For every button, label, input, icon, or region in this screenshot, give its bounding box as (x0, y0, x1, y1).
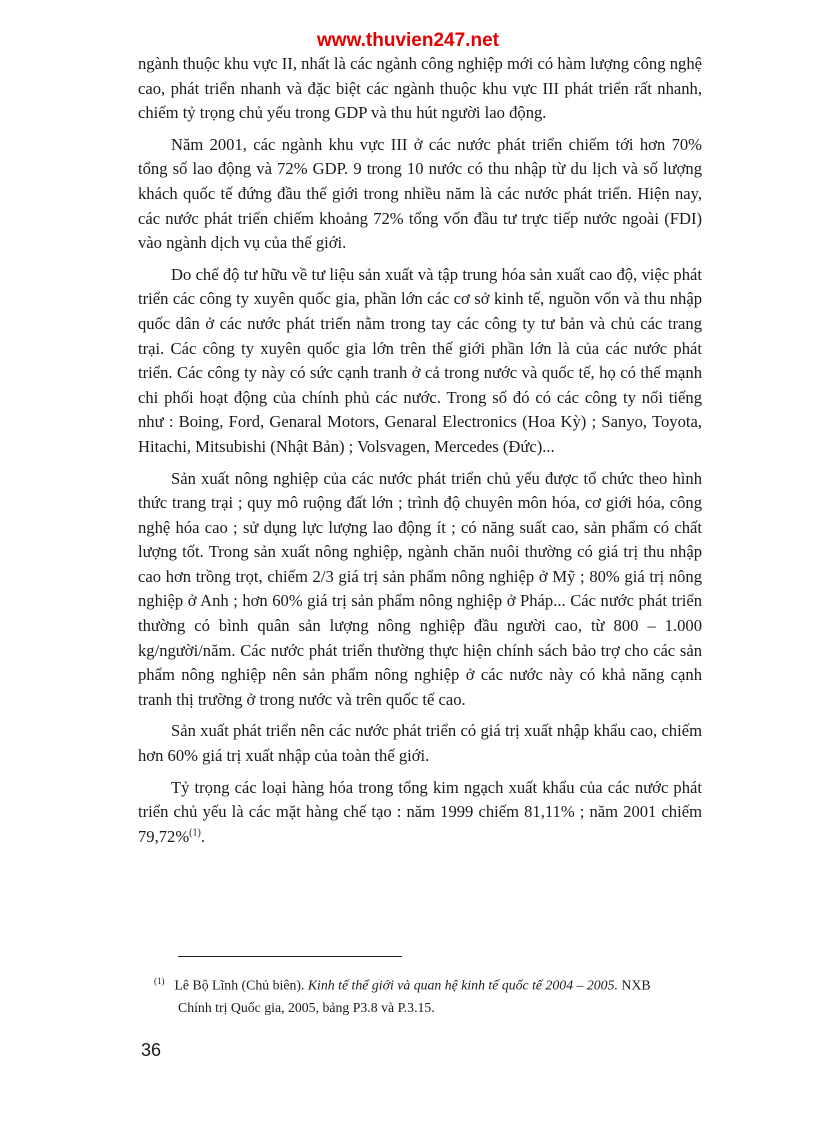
watermark: www.thuvien247.net (317, 30, 499, 51)
footnote (154, 970, 702, 1019)
footnote-divider (178, 956, 402, 957)
body-text (138, 52, 702, 856)
paragraph: Sản xuất phát triển nên các nước phát triển có giá trị xuất nhập khẩu cao, chiếm hơn 60% giá trị xuất nhập của toàn thế giới. (138, 721, 702, 766)
page-number: 36 (141, 1040, 162, 1060)
footnote-marker: (1) (154, 976, 165, 986)
footnote-title: Kinh tế thế giới và quan hệ kinh tế quốc tế 2004 – 2005. (307, 977, 618, 993)
footnote-details: Chính trị Quốc gia, 2005, bảng P3.8 và P.3.15. (178, 999, 435, 1015)
paragraph-text: Tỷ trọng các loại hàng hóa trong tổng kim ngạch xuất khẩu của các nước phát triển chủ yếu là các mặt hàng chế tạo : năm 1999 chiếm 81,11% ; năm 2001 chiếm 79,72% (138, 777, 702, 846)
paragraph: Năm 2001, các ngành khu vực III ở các nước phát triển chiếm tới hơn 70% tổng số lao động và 72% GDP. 9 trong 10 nước có thu nhập từ du lịch và số lượng khách quốc tế đứng đầu thế giới trong nhiều năm là các nước phát triển. Hiện nay, các nước phát triển chiếm khoảng 72% tổng vốn đầu tư trực tiếp nước ngoài (FDI) vào ngành dịch vụ của thế giới. (138, 134, 702, 253)
footnote-publisher: NXB (621, 977, 651, 993)
footnote-reference: (1) (189, 827, 201, 839)
paragraph: Sản xuất nông nghiệp của các nước phát triển chủ yếu được tổ chức theo hình thức trang trại ; quy mô ruộng đất lớn ; trình độ chuyên môn hóa, cơ giới hóa, công nghệ hóa cao ; sử dụng lực lượng lao động ít ; có năng suất cao, sản phẩm có chất lượng tốt. Trong sản xuất nông nghiệp, ngành chăn nuôi thường có giá trị thu nhập cao hơn trồng trọt, chiếm 2/3 giá trị sản phẩm nông nghiệp ở Mỹ ; 80% giá trị nông nghiệp ở Anh ; hơn 60% giá trị sản phẩm nông nghiệp ở Pháp... Các nước phát triển thường có bình quân sản lượng nông nghiệp đầu người cao, từ 800 – 1.000 kg/người/năm. Các nước phát triển thường thực hiện chính sách bảo trợ cho các sản phẩm nông nghiệp nên sản phẩm nông nghiệp ở các nước này có khả năng cạnh tranh thị trường ở trong nước và trên quốc tế cao. (138, 468, 702, 709)
paragraph (138, 776, 702, 850)
paragraph: ngành thuộc khu vực II, nhất là các ngành công nghiệp mới có hàm lượng công nghệ cao, phát triển nhanh và đặc biệt các ngành thuộc khu vực III phát triển rất nhanh, chiếm tỷ trọng chủ yếu trong GDP và thu hút người lao động. (138, 54, 702, 123)
sentence-end: . (200, 826, 205, 846)
paragraph: Do chế độ tư hữu về tư liệu sản xuất và tập trung hóa sản xuất cao độ, việc phát triển các công ty xuyên quốc gia, phần lớn các cơ sở kinh tế, nguồn vốn và thu nhập quốc dân ở các nước phát triển nằm trong tay các công ty tư bản và chủ các trang trại. Các công ty xuyên quốc gia lớn trên thế giới phần lớn là của các nước phát triển. Các công ty này có sức cạnh tranh ở cả trong nước và quốc tế, họ có thế mạnh chi phối hoạt động của chính phủ các nước. Trong số đó có các công ty nổi tiếng như : Boing, Ford, Genaral Motors, Genaral Electronics (Hoa Kỳ) ; Sanyo, Toyota, Hitachi, Mitsubishi (Nhật Bản) ; Volsvagen, Mercedes (Đức)... (138, 264, 702, 456)
footnote-author: Lê Bộ Lĩnh (Chủ biên). (174, 977, 305, 993)
